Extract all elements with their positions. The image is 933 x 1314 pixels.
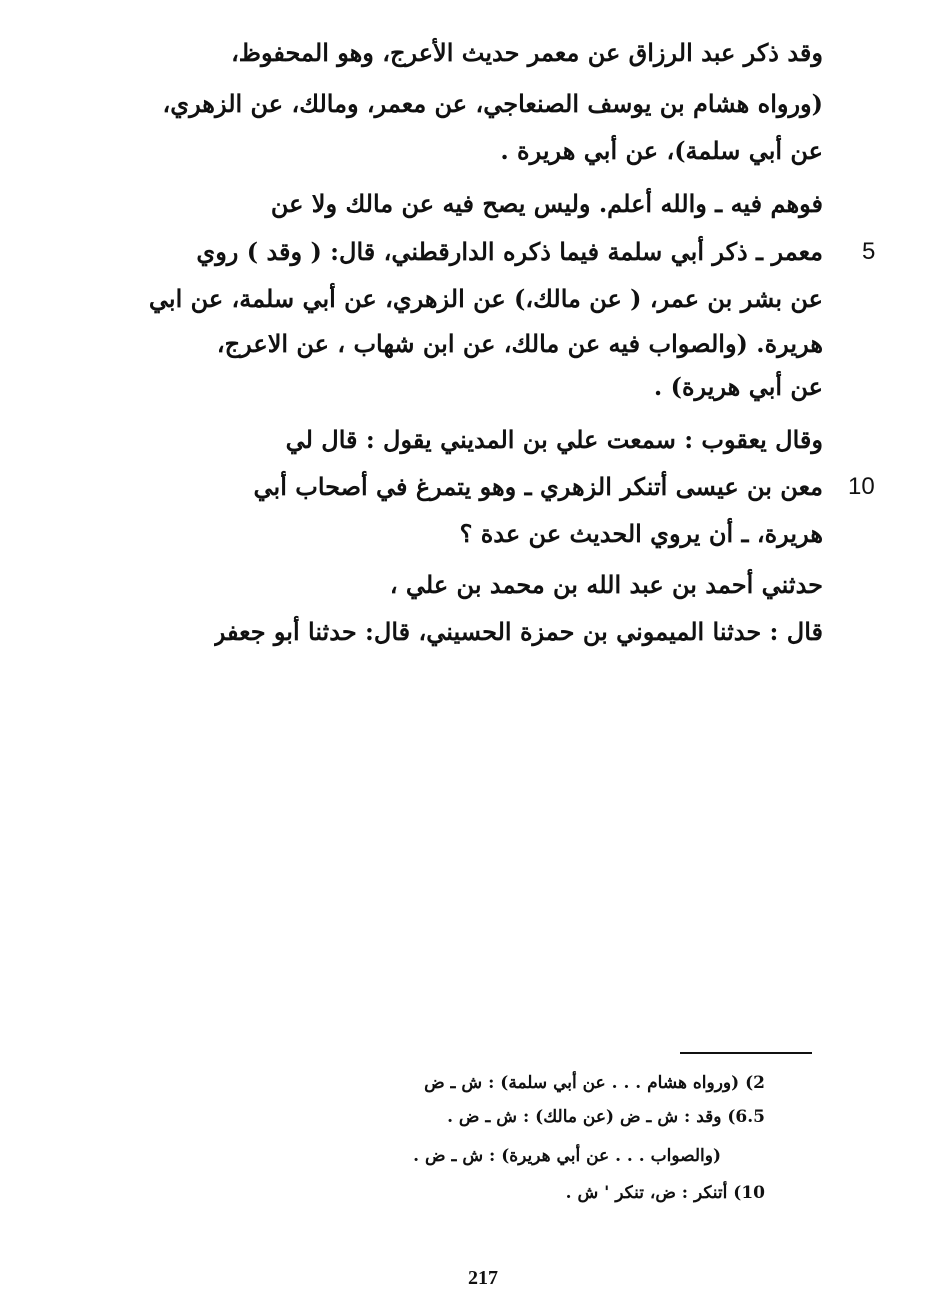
text-line-5: معمر ـ ذكر أبي سلمة فيما ذكره الدارقطني، قال: ( وقد ) روي — [196, 237, 823, 266]
footnote-1: 2) (ورواه هشام . . . عن أبي سلمة) : ش ـ ض — [424, 1073, 765, 1093]
footnote-4: 10) أتنكر : ض، تنكر ' ش . — [565, 1183, 765, 1203]
footnote-2: 6.5) وقد : ش ـ ض (عن مالك) : ش ـ ض . — [447, 1107, 765, 1127]
text-line-1: وقد ذكر عبد الرزاق عن معمر حديث الأعرج، وهو المحفوظ، — [231, 38, 823, 67]
line-number-10: 10 — [848, 473, 875, 500]
text-line-6: عن بشر بن عمر، ( عن مالك،) عن الزهري، عن أبي سلمة، عن ابي — [148, 284, 823, 313]
text-line-7: هريرة. (والصواب فيه عن مالك، عن ابن شهاب ، عن الاعرج، — [216, 329, 823, 358]
text-line-4: فوهم فيه ـ والله أعلم. وليس يصح فيه عن مالك ولا عن — [270, 189, 823, 218]
text-line-9: وقال يعقوب : سمعت علي بن المديني يقول : قال لي — [285, 425, 823, 454]
text-line-8: عن أبي هريرة) . — [653, 372, 823, 401]
footnote-3: (والصواب . . . عن أبي هريرة) : ش ـ ض . — [413, 1146, 721, 1166]
text-line-11: هريرة، ـ أن يروي الحديث عن عدة ؟ — [459, 519, 823, 548]
page-number: 217 — [468, 1267, 498, 1289]
text-line-10: معن بن عيسى أتنكر الزهري ـ وهو يتمرغ في أصحاب أبي — [253, 472, 823, 501]
text-line-13: قال : حدثنا الميموني بن حمزة الحسيني، قال: حدثنا أبو جعفر — [213, 617, 823, 646]
text-line-3: عن أبي سلمة)، عن أبي هريرة . — [500, 136, 823, 165]
text-line-12: حدثني أحمد بن عبد الله بن محمد بن علي ، — [389, 570, 823, 599]
footnote-divider — [680, 1052, 812, 1054]
line-number-5: 5 — [862, 238, 876, 265]
text-line-2: (ورواه هشام بن يوسف الصنعاجي، عن معمر، ومالك، عن الزهري، — [162, 89, 823, 118]
